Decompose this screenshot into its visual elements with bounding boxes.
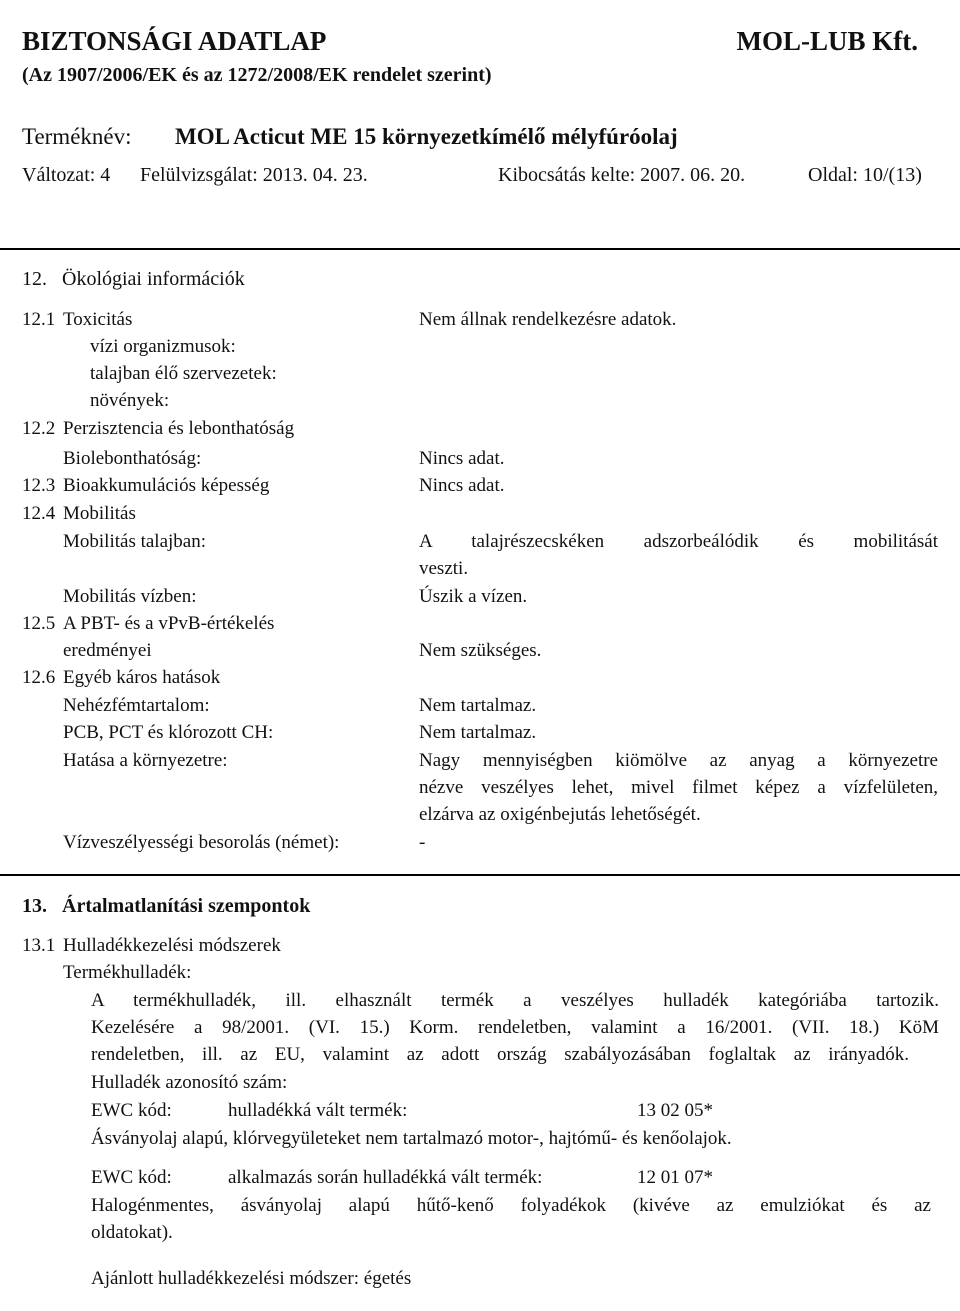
mobility-soil-value-line2: veszti. <box>419 558 469 579</box>
mobility-number: 12.4 <box>22 503 56 524</box>
pcb-value: Nem tartalmaz. <box>419 722 537 743</box>
mobility-water-value: Úszik a vízen. <box>419 586 528 607</box>
review-date: Felülvizsgálat: 2013. 04. 23. <box>140 164 368 186</box>
bioaccumulation-value: Nincs adat. <box>419 475 505 496</box>
biodegradability-value: Nincs adat. <box>419 448 505 469</box>
other-effects-label: Egyéb káros hatások <box>63 667 221 688</box>
other-effects-number: 12.6 <box>22 667 56 688</box>
product-waste-label: Termékhulladék: <box>63 962 192 983</box>
soil-organisms-label: talajban élő szervezetek: <box>90 363 277 384</box>
ewc1-label: EWC kód: <box>91 1100 172 1121</box>
section-12-number: 12. <box>22 268 47 290</box>
page-number: Oldal: 10/(13) <box>808 164 922 186</box>
mobility-soil-value-line1: A talajrészecskéken adszorbeálódik és mobilitását <box>419 531 938 552</box>
section-13-title: Ártalmatlanítási szempontok <box>62 895 311 917</box>
ewc2-code: 12 01 07* <box>637 1167 713 1188</box>
aquatic-label: vízi organizmusok: <box>90 336 236 357</box>
ewc2-note-line2: oldatokat). <box>91 1222 173 1243</box>
ewc2-note-line1: Halogénmentes, ásványolaj alapú hűtő-kenő folyadékok (kivéve az emulziókat és az <box>91 1195 931 1216</box>
water-hazard-value: - <box>419 832 426 853</box>
waste-id-label: Hulladék azonosító szám: <box>91 1072 288 1093</box>
ewc1-note: Ásványolaj alapú, klórvegyületeket nem tartalmazó motor-, hajtómű- és kenőolajok. <box>91 1128 732 1149</box>
product-waste-line2: Kezelésére a 98/2001. (VI. 15.) Korm. rendeletben, valamint a 16/2001. (VII. 18.) KöM <box>91 1017 939 1038</box>
pcb-label: PCB, PCT és klórozott CH: <box>63 722 274 743</box>
product-waste-line1: A termékhulladék, ill. elhasznált termék a veszélyes hulladék kategóriába tartozik. <box>91 990 939 1011</box>
waste-methods-number: 13.1 <box>22 935 56 956</box>
document-title: BIZTONSÁGI ADATLAP <box>22 26 327 56</box>
persistence-number: 12.2 <box>22 418 56 439</box>
env-effect-line1: Nagy mennyiségben kiömölve az anyag a környezetre <box>419 750 938 771</box>
water-hazard-label: Vízveszélyességi besorolás (német): <box>63 832 340 853</box>
bioaccumulation-label: Bioakkumulációs képesség <box>63 475 270 496</box>
product-name: MOL Acticut ME 15 környezetkímélő mélyfúróolaj <box>175 124 678 149</box>
company-name: MOL-LUB Kft. <box>736 26 918 56</box>
product-waste-line3: rendeletben, ill. az EU, valamint az adott ország szabályozásában foglaltak az irányadók. <box>91 1044 909 1065</box>
toxicity-label: Toxicitás <box>63 309 133 330</box>
env-effect-line2: nézve veszélyes lehet, mivel filmet képez a vízfelületen, <box>419 777 938 798</box>
env-effect-label: Hatása a környezetre: <box>63 750 228 771</box>
product-label: Terméknév: <box>22 124 132 149</box>
toxicity-value: Nem állnak rendelkezésre adatok. <box>419 309 677 330</box>
biodegradability-label: Biolebonthatóság: <box>63 448 202 469</box>
ewc2-description: alkalmazás során hulladékká vált termék: <box>228 1167 543 1188</box>
env-effect-line3: elzárva az oxigénbejutás lehetőségét. <box>419 804 701 825</box>
section-12-title: Ökológiai információk <box>62 268 245 290</box>
plants-label: növények: <box>90 390 170 411</box>
ewc2-label: EWC kód: <box>91 1167 172 1188</box>
regulation-note: (Az 1907/2006/EK és az 1272/2008/EK rendelet szerint) <box>22 64 492 86</box>
heavy-metal-label: Nehézfémtartalom: <box>63 695 210 716</box>
pbt-label-line1: A PBT- és a vPvB-értékelés <box>63 613 275 634</box>
issue-date: Kibocsátás kelte: 2007. 06. 20. <box>498 164 746 186</box>
persistence-label: Perzisztencia és lebonthatóság <box>63 418 295 439</box>
recommended-method: Ajánlott hulladékkezelési módszer: égetés <box>91 1268 412 1289</box>
pbt-value: Nem szükséges. <box>419 640 542 661</box>
header-divider <box>0 248 960 250</box>
toxicity-number: 12.1 <box>22 309 56 330</box>
heavy-metal-value: Nem tartalmaz. <box>419 695 537 716</box>
pbt-number: 12.5 <box>22 613 56 634</box>
section-13-number: 13. <box>22 895 47 917</box>
mobility-soil-label: Mobilitás talajban: <box>63 531 207 552</box>
version: Változat: 4 <box>22 164 111 186</box>
ewc1-code: 13 02 05* <box>637 1100 713 1121</box>
waste-methods-label: Hulladékkezelési módszerek <box>63 935 281 956</box>
pbt-label-line2: eredményei <box>63 640 152 661</box>
bioaccumulation-number: 12.3 <box>22 475 56 496</box>
section-divider <box>0 874 960 876</box>
ewc1-description: hulladékká vált termék: <box>228 1100 408 1121</box>
mobility-label: Mobilitás <box>63 503 136 524</box>
mobility-water-label: Mobilitás vízben: <box>63 586 197 607</box>
